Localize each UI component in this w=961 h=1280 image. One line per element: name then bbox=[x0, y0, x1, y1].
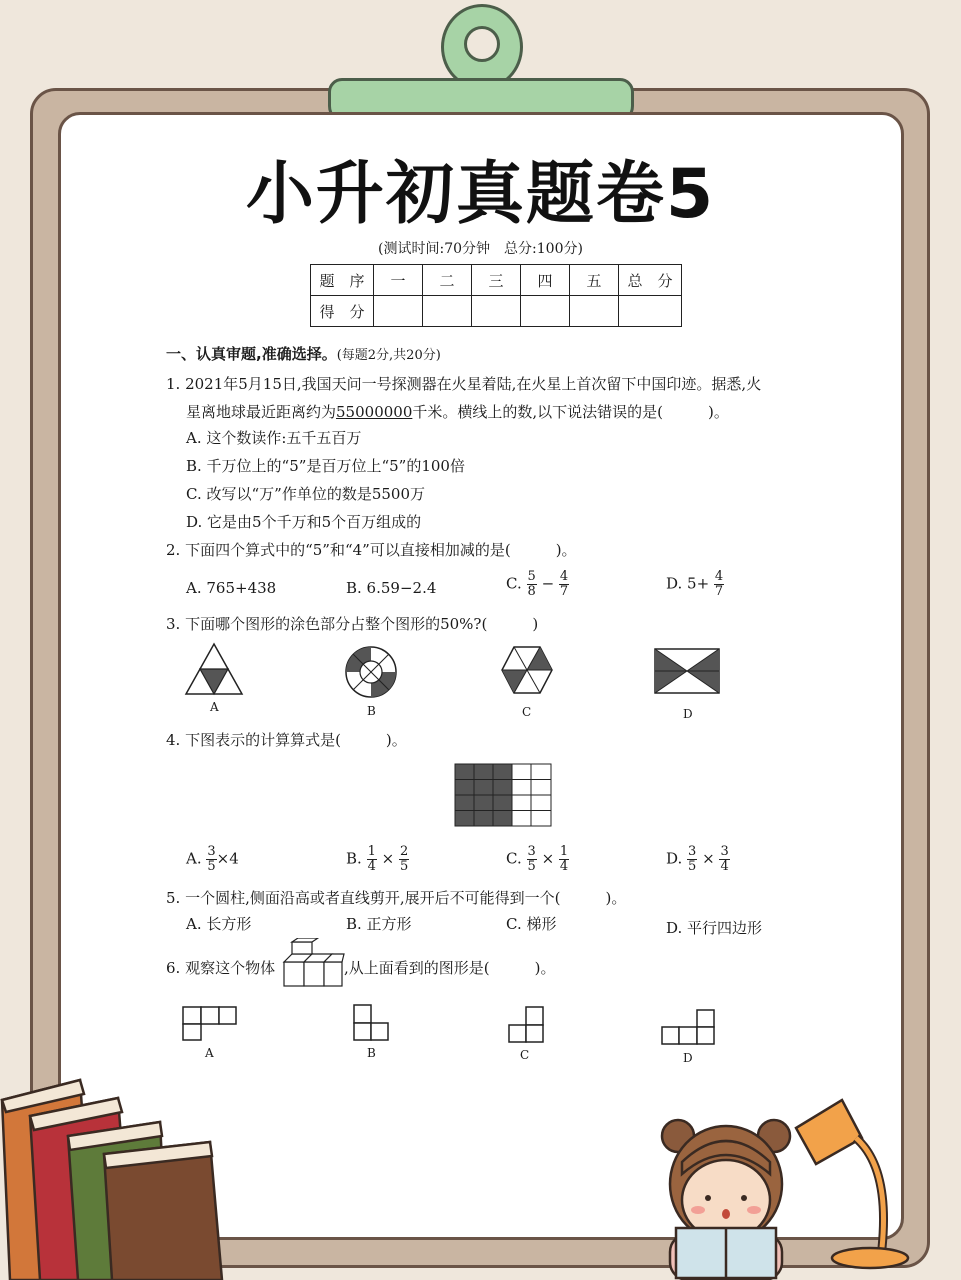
q2-option-c bbox=[506, 570, 569, 599]
denominator: 7 bbox=[559, 584, 569, 599]
option-label: D. bbox=[666, 849, 683, 868]
fraction bbox=[719, 845, 729, 874]
score-cell bbox=[423, 296, 472, 327]
numerator: 1 bbox=[367, 844, 376, 859]
numerator: 1 bbox=[559, 844, 569, 859]
q6-option-c-figure bbox=[506, 1006, 546, 1044]
q4-option-b bbox=[346, 845, 409, 874]
score-header-cell: 五 bbox=[570, 265, 619, 296]
girl-reading-illustration bbox=[656, 1108, 796, 1280]
q1-line2-pre: 星离地球最近距离约为 bbox=[186, 403, 337, 421]
q1-line2-post: 千米。横线上的数,以下说法错误的是( )。 bbox=[412, 403, 729, 421]
q5-option-c: C. 梯形 bbox=[506, 915, 557, 933]
q2-c-label: C. bbox=[506, 574, 522, 593]
section-heading bbox=[166, 344, 441, 366]
q3-stem: 3. 下面哪个图形的涂色部分占整个图形的50%?( ) bbox=[166, 615, 539, 633]
denominator: 4 bbox=[720, 859, 729, 874]
q2-d-label: D. 5+ bbox=[666, 574, 710, 593]
section-note: (每题2分,共20分) bbox=[336, 348, 441, 363]
page-title: 小升初真题卷5 bbox=[245, 155, 716, 234]
section-title: 一、认真审题,准确选择。 bbox=[166, 345, 337, 363]
q6-label-c: C bbox=[520, 1048, 530, 1062]
denominator: 4 bbox=[559, 859, 569, 874]
denominator: 5 bbox=[400, 859, 409, 874]
desk-lamp-illustration bbox=[790, 1098, 910, 1274]
q1-line1: 1. 2021年5月15日,我国天问一号探测器在火星着陆,在火星上首次留下中国印迹。据悉,火 bbox=[166, 375, 762, 393]
score-cell bbox=[619, 296, 682, 327]
q3-triangle-figure bbox=[184, 642, 244, 696]
score-cell bbox=[521, 296, 570, 327]
score-cell bbox=[570, 296, 619, 327]
numerator: 3 bbox=[720, 844, 729, 859]
numerator: 3 bbox=[527, 844, 536, 859]
q3-hexagon-figure bbox=[500, 645, 554, 695]
q1-option-d: D. 它是由5个千万和5个百万组成的 bbox=[186, 513, 422, 531]
operator: ×4 bbox=[216, 849, 239, 868]
q3-label-c: C bbox=[522, 705, 532, 719]
q4-option-a bbox=[186, 845, 239, 874]
score-header-cell: 题 序 bbox=[311, 265, 374, 296]
fraction bbox=[527, 570, 537, 599]
q5-option-a: A. 长方形 bbox=[186, 915, 252, 933]
q4-option-c bbox=[506, 845, 569, 874]
q6-stem-pre: 6. 观察这个物体 bbox=[166, 959, 276, 977]
fraction bbox=[206, 845, 216, 874]
numerator: 5 bbox=[527, 569, 536, 584]
numerator: 2 bbox=[400, 844, 409, 859]
numerator: 3 bbox=[688, 844, 697, 859]
score-header-cell: 三 bbox=[472, 265, 521, 296]
q3-rectangle-figure bbox=[654, 648, 720, 694]
q1-number: 55000000 bbox=[336, 403, 413, 421]
numerator: 3 bbox=[207, 844, 216, 859]
q2-option-d bbox=[666, 570, 724, 599]
clip-hole bbox=[464, 26, 500, 62]
q5-option-d: D. 平行四边形 bbox=[666, 919, 763, 937]
q3-circle-figure bbox=[344, 645, 398, 699]
q3-label-a: A bbox=[210, 700, 219, 714]
operator: × bbox=[381, 849, 395, 868]
q6-label-d: D bbox=[683, 1051, 693, 1065]
q1-line2 bbox=[186, 402, 729, 422]
score-header-cell: 总 分 bbox=[619, 265, 682, 296]
numerator: 4 bbox=[559, 569, 569, 584]
q6-option-d-figure bbox=[660, 1009, 716, 1047]
q2-option-a: A. 765+438 bbox=[186, 579, 277, 597]
q1-option-a: A. 这个数读作:五千五百万 bbox=[186, 429, 362, 447]
q6-option-a-figure bbox=[182, 1006, 238, 1042]
denominator: 4 bbox=[367, 859, 376, 874]
books-illustration bbox=[0, 1072, 230, 1280]
fraction bbox=[714, 570, 724, 599]
q2-stem: 2. 下面四个算式中的“5”和“4”可以直接相加减的是( )。 bbox=[166, 541, 577, 559]
q5-option-b: B. 正方形 bbox=[346, 915, 412, 933]
option-label: A. bbox=[186, 849, 202, 868]
score-row-label: 得 分 bbox=[311, 296, 374, 327]
fraction bbox=[687, 845, 697, 874]
q3-label-b: B bbox=[367, 704, 376, 718]
option-label: C. bbox=[506, 849, 522, 868]
fraction bbox=[367, 845, 377, 874]
q4-grid-figure bbox=[454, 763, 552, 827]
fraction bbox=[559, 570, 569, 599]
fraction bbox=[527, 845, 537, 874]
score-cell bbox=[374, 296, 423, 327]
numerator: 4 bbox=[714, 569, 724, 584]
score-cell bbox=[472, 296, 521, 327]
denominator: 8 bbox=[527, 584, 536, 599]
fraction bbox=[399, 845, 409, 874]
operator: × bbox=[541, 849, 555, 868]
operator: − bbox=[541, 574, 555, 593]
fraction bbox=[559, 845, 569, 874]
q4-option-d bbox=[666, 845, 730, 874]
q2-option-b: B. 6.59−2.4 bbox=[346, 579, 437, 597]
q1-option-c: C. 改写以“万”作单位的数是5500万 bbox=[186, 485, 425, 503]
denominator: 5 bbox=[207, 859, 216, 874]
q1-option-b: B. 千万位上的“5”是百万位上“5”的100倍 bbox=[186, 457, 465, 475]
score-table bbox=[310, 264, 682, 327]
score-header-cell: 一 bbox=[374, 265, 423, 296]
q6-label-b: B bbox=[367, 1046, 376, 1060]
option-label: B. bbox=[346, 849, 362, 868]
score-header-cell: 二 bbox=[423, 265, 472, 296]
test-info: (测试时间:70分钟 总分:100分) bbox=[378, 241, 583, 257]
q3-label-d: D bbox=[683, 707, 693, 721]
operator: × bbox=[702, 849, 715, 868]
denominator: 5 bbox=[527, 859, 536, 874]
q6-option-b-figure bbox=[353, 1004, 391, 1042]
q6-label-a: A bbox=[205, 1046, 214, 1060]
score-header-cell: 四 bbox=[521, 265, 570, 296]
q6-stem-post: ,从上面看到的图形是( )。 bbox=[344, 959, 556, 977]
q6-cube-object bbox=[280, 938, 346, 990]
q5-stem: 5. 一个圆柱,侧面沿高或者直线剪开,展开后不可能得到一个( )。 bbox=[166, 889, 627, 907]
q4-stem: 4. 下图表示的计算算式是( )。 bbox=[166, 731, 407, 749]
denominator: 5 bbox=[688, 859, 697, 874]
denominator: 7 bbox=[714, 584, 724, 599]
